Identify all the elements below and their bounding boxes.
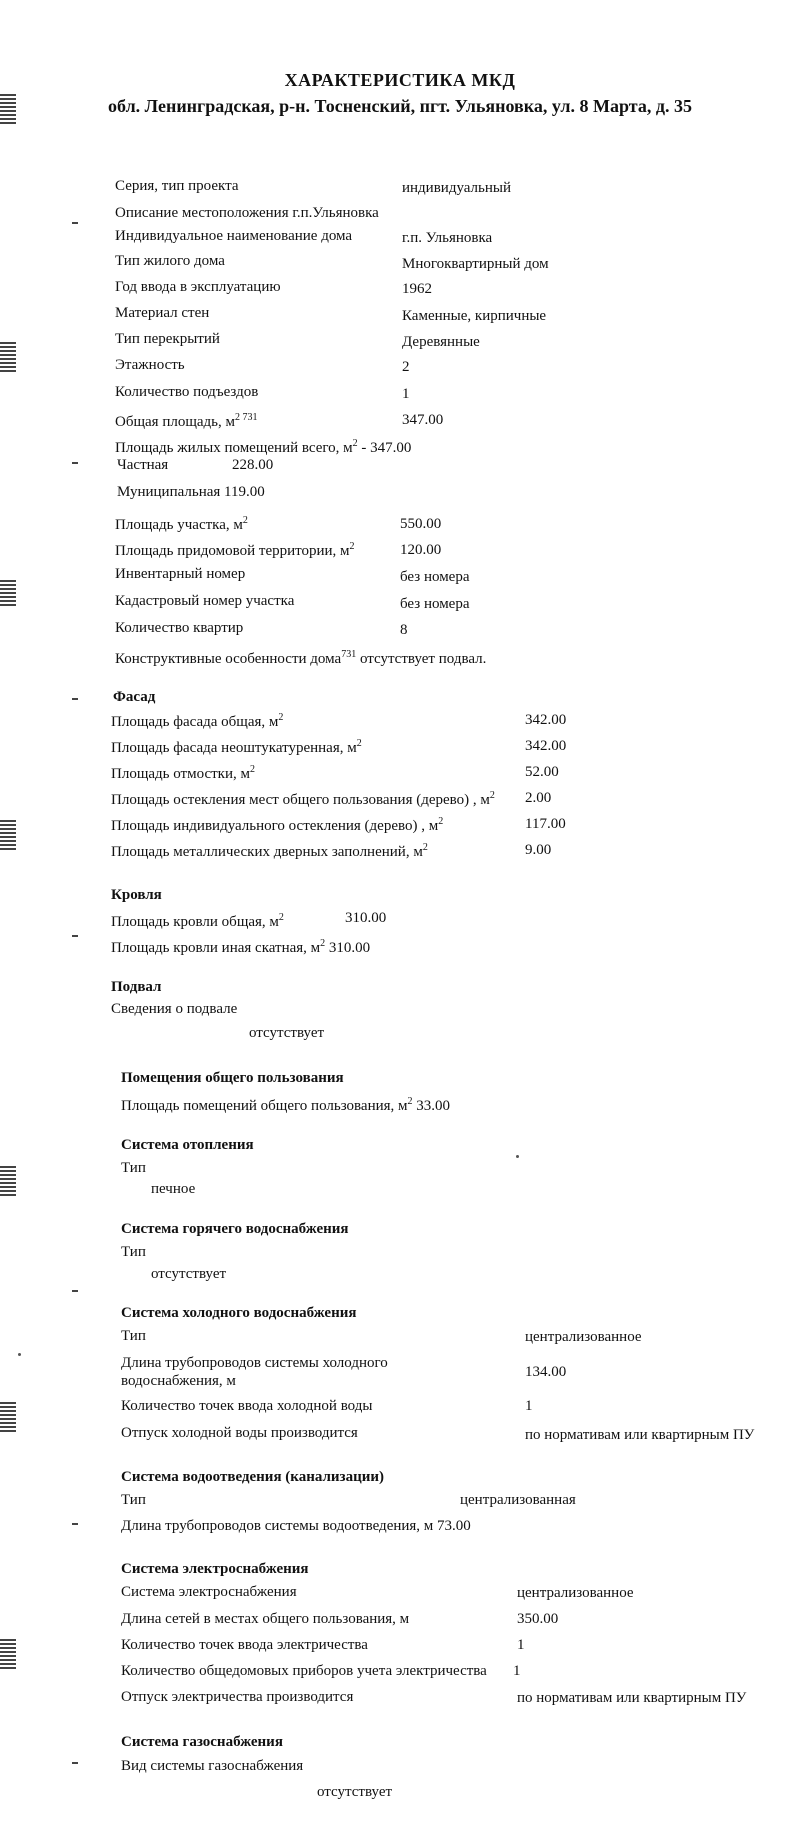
gas-kind-label: Вид системы газоснабжения [121,1758,304,1774]
cold-water-length-label-1: Длина трубопроводов системы холодного [121,1355,388,1371]
facade-row-value: 52.00 [525,764,559,780]
cadastral-label: Кадастровый номер участка [115,593,295,609]
electricity-length-label: Длина сетей в местах общего пользования, м [121,1611,410,1627]
inventory-value: без номера [400,569,470,585]
cold-water-inputs-value: 1 [525,1398,533,1414]
total-area-sup: 2 731 [235,412,258,423]
storeys-value: 2 [402,359,410,375]
scan-dash [72,1762,78,1764]
common-area-line [121,1093,450,1115]
private-value: 228.00 [232,457,274,473]
features-value: отсутствует подвал. [356,651,487,667]
sewerage-length-line: Длина трубопроводов системы водоотведения, м 73.00 [121,1518,471,1534]
scan-dash [72,935,78,937]
series-value: индивидуальный [402,180,512,196]
electricity-supply-label: Отпуск электричества производится [121,1689,354,1705]
cold-water-length-label-2: водоснабжения, м [121,1373,236,1389]
flats-value: 8 [400,622,408,638]
year-label: Год ввода в эксплуатацию [115,279,281,295]
living-area-line [115,435,411,457]
hot-water-heading: Система горячего водоснабжения [121,1221,349,1237]
plot-area-value: 550.00 [400,516,442,532]
cadastral-value: без номера [400,596,470,612]
scan-dash [72,222,78,224]
facade-row-sup: 2 [422,842,428,853]
heating-type-value: печное [151,1181,196,1197]
facade-row [111,735,362,757]
facade-row-value: 2.00 [525,790,552,806]
scan-artifact [0,340,16,384]
facade-heading: Фасад [113,689,156,705]
hot-water-type-value: отсутствует [151,1266,227,1282]
electricity-supply-value: по нормативам или квартирным ПУ [517,1690,747,1706]
entrances-value: 1 [402,386,410,402]
facade-row-sup: 2 [356,738,362,749]
scan-artifact [0,818,16,862]
facade-row [111,787,495,809]
scan-artifact [0,1400,16,1444]
flats-label: Количество квартир [115,620,244,636]
scan-artifact [0,1164,16,1208]
facade-row-sup: 2 [278,712,284,723]
floors-type-value: Деревянные [402,334,480,350]
cold-water-supply-label: Отпуск холодной воды производится [121,1425,358,1441]
electricity-inputs-value: 1 [517,1637,525,1653]
plot-area-label: Площадь участка, м [115,517,243,533]
house-type-value: Многоквартирный дом [402,256,549,272]
features-line [115,646,486,668]
walls-value: Каменные, кирпичные [402,308,547,324]
year-value: 1962 [402,281,432,297]
scan-artifact [0,578,16,622]
roof-pitched-sup: 2 [320,938,326,949]
roof-heading: Кровля [111,887,162,903]
scan-dash [72,698,78,700]
total-area-value: 347.00 [402,412,444,428]
facade-row-value: 342.00 [525,738,567,754]
facade-row-label: Площадь фасада неоштукатуренная, м [111,740,357,756]
plot-area-line [115,512,248,534]
electricity-meters-value: 1 [513,1663,521,1679]
living-area-sup: 2 [352,438,358,449]
cold-water-heading: Система холодного водоснабжения [121,1305,357,1321]
total-area-label: Общая площадь, м [115,414,236,430]
electricity-system-value: централизованное [517,1585,634,1601]
scan-dash [72,1290,78,1292]
yard-area-sup: 2 [349,541,355,552]
inventory-label: Инвентарный номер [115,566,246,582]
basement-info-value: отсутствует [249,1025,325,1041]
basement-heading: Подвал [111,979,162,995]
roof-total-sup: 2 [278,912,284,923]
storeys-label: Этажность [115,357,185,373]
sewerage-heading: Система водоотведения (канализации) [121,1469,384,1485]
roof-total-line [111,909,284,931]
facade-row-label: Площадь остекления мест общего пользования (дерево) , м [111,792,490,808]
scan-dash [72,1523,78,1525]
heating-heading: Система отопления [121,1137,254,1153]
document-address: обл. Ленинградская, р-н. Тосненский, пгт. Ульяновка, ул. 8 Марта, д. 35 [108,96,692,116]
scan-dash [72,462,78,464]
plot-area-sup: 2 [242,515,248,526]
scan-dot [18,1353,21,1356]
roof-pitched-value: 310.00 [325,940,371,956]
facade-row-label: Площадь металлических дверных заполнений, м [111,844,423,860]
heating-type-label: Тип [121,1160,146,1176]
common-area-label: Площадь помещений общего пользования, м [121,1098,408,1114]
living-area-label: Площадь жилых помещений всего, м [115,440,353,456]
roof-pitched-line [111,935,370,957]
cold-water-type-value: централизованное [525,1329,642,1345]
roof-total-label: Площадь кровли общая, м [111,914,279,930]
facade-row-sup: 2 [438,816,444,827]
gas-heading: Система газоснабжения [121,1734,283,1750]
walls-label: Материал стен [115,305,210,321]
series-label: Серия, тип проекта [115,178,239,194]
sewerage-type-label: Тип [121,1492,146,1508]
scan-dot [516,1155,519,1158]
municipal-line: Муниципальная 119.00 [117,484,265,500]
facade-row-value: 117.00 [525,816,566,832]
private-label: Частная [117,457,169,473]
electricity-system-label: Система электроснабжения [121,1584,297,1600]
features-label: Конструктивные особенности дома [115,651,342,667]
features-sup: 731 [341,649,357,660]
cold-water-supply-value: по нормативам или квартирным ПУ [525,1427,755,1443]
facade-row-sup: 2 [250,764,255,775]
electricity-meters-label: Количество общедомовых приборов учета электричества [121,1663,487,1679]
facade-row-sup: 2 [489,790,495,801]
facade-row-value: 342.00 [525,712,567,728]
facade-row-value: 9.00 [525,842,552,858]
gas-kind-value: отсутствует [317,1784,393,1800]
cold-water-inputs-label: Количество точек ввода холодной воды [121,1398,373,1414]
yard-area-line [115,538,355,560]
facade-row-label: Площадь фасада общая, м [111,714,279,730]
basement-info-label: Сведения о подвале [111,1001,238,1017]
facade-row [111,839,428,861]
yard-area-value: 120.00 [400,542,442,558]
cold-water-length-value: 134.00 [525,1364,567,1380]
living-area-value: - 347.00 [357,440,412,456]
cold-water-type-label: Тип [121,1328,146,1344]
yard-area-label: Площадь придомовой территории, м [115,543,350,559]
floors-type-label: Тип перекрытий [115,331,220,347]
roof-total-value: 310.00 [345,910,387,926]
document-title: ХАРАКТЕРИСТИКА МКД [284,70,516,90]
facade-row [111,709,283,731]
total-area-line [115,409,258,431]
name-value: г.п. Ульяновка [402,230,493,246]
electricity-heading: Система электроснабжения [121,1561,309,1577]
facade-row-label: Площадь индивидуального остекления (дерево) , м [111,818,439,834]
common-heading: Помещения общего пользования [121,1070,344,1086]
location-line: Описание местоположения г.п.Ульяновка [115,205,379,221]
roof-pitched-label: Площадь кровли иная скатная, м [111,940,321,956]
sewerage-type-value: централизованная [460,1492,576,1508]
facade-row [111,761,255,783]
house-type-label: Тип жилого дома [115,253,225,269]
facade-row-label: Площадь отмостки, м [111,766,250,782]
common-area-sup: 2 [407,1096,413,1107]
entrances-label: Количество подъездов [115,384,259,400]
name-label: Индивидуальное наименование дома [115,228,353,244]
scan-artifact [0,1637,16,1681]
common-area-value: 33.00 [412,1098,451,1114]
hot-water-type-label: Тип [121,1244,146,1260]
electricity-inputs-label: Количество точек ввода электричества [121,1637,368,1653]
facade-row [111,813,443,835]
electricity-length-value: 350.00 [517,1611,559,1627]
